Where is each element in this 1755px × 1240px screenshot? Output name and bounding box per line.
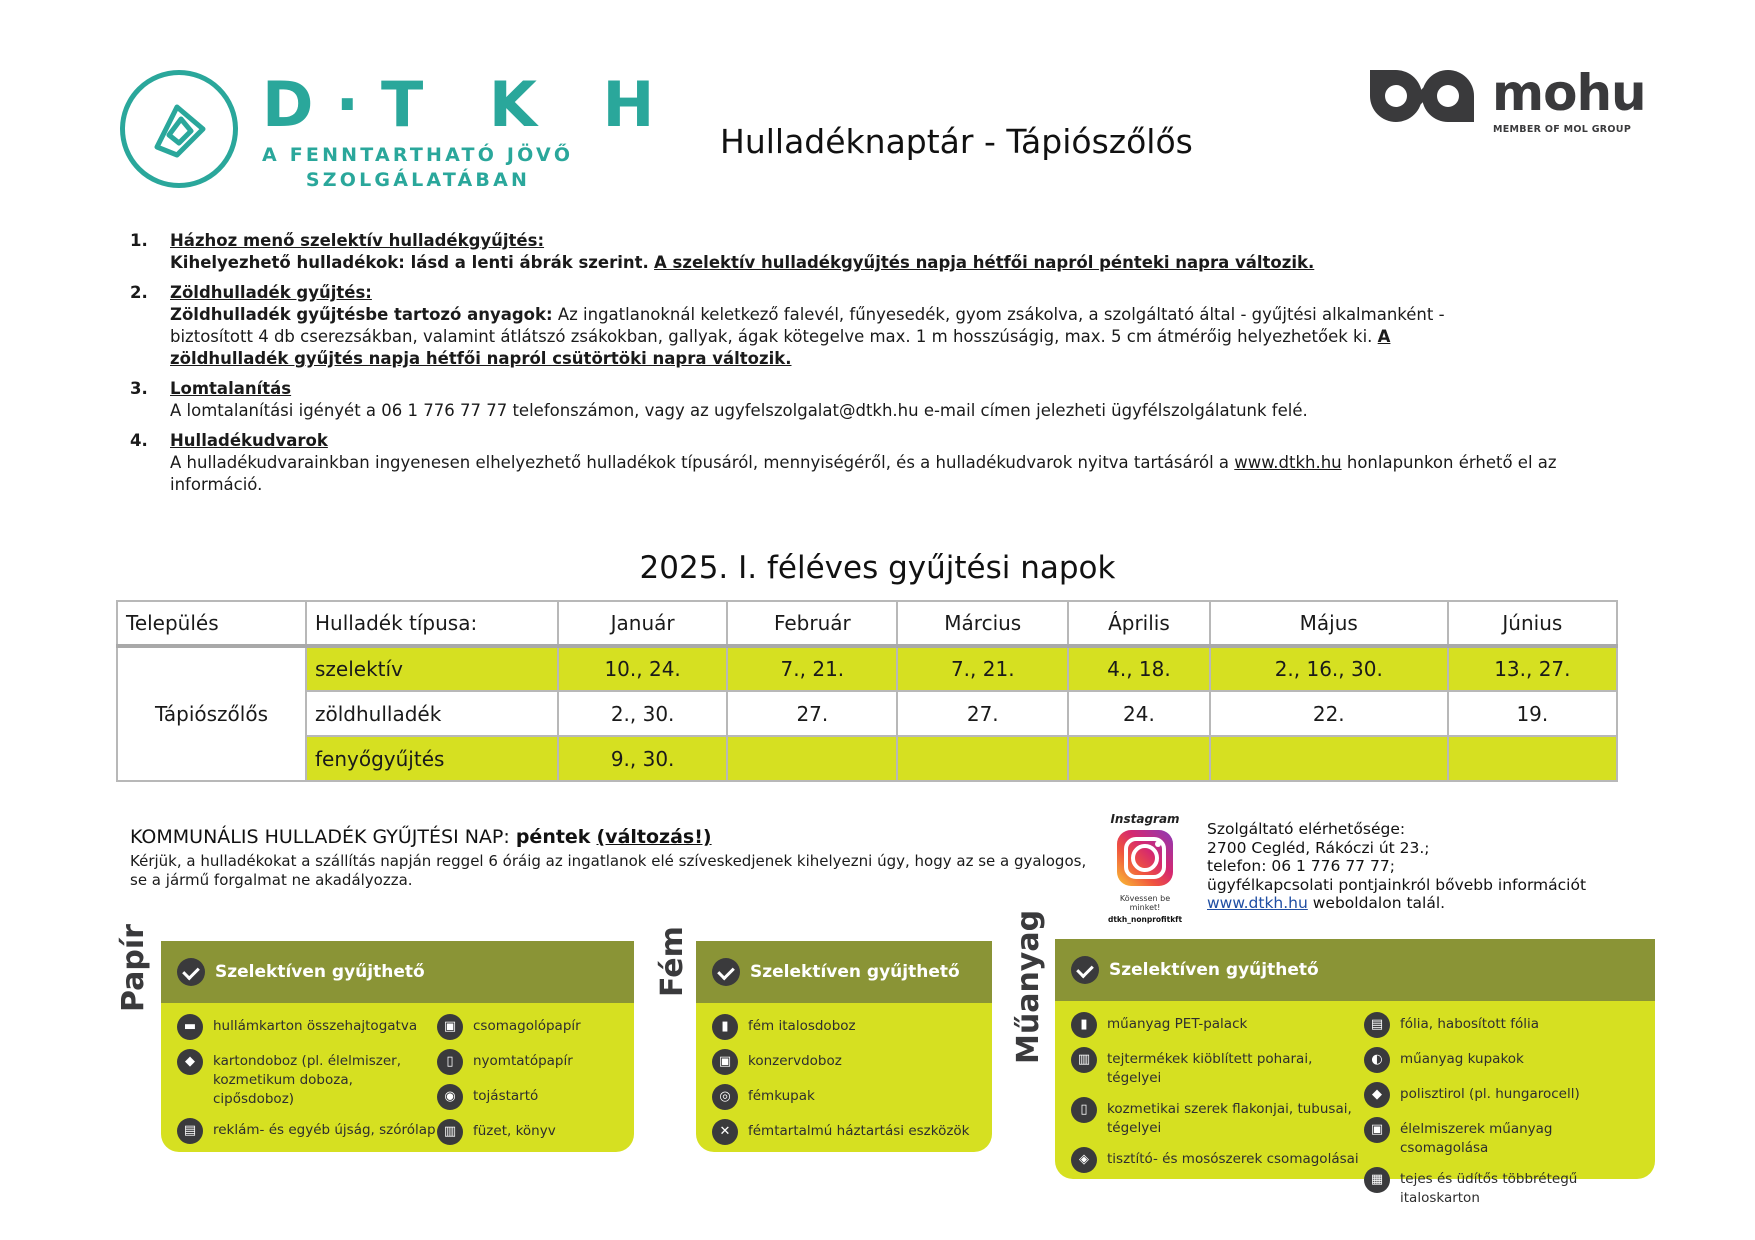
bottle-cap-icon: ◎ — [712, 1084, 738, 1110]
item-change-notice: A zöldhulladék gyűjtés napja hétfői napról csütörtöki napra változik. — [170, 327, 1391, 368]
list-item: ◈ tisztító- és mosószerek csomagolásai — [1071, 1150, 1364, 1173]
mohu-wordmark: mohu — [1492, 64, 1646, 122]
date-cell: 2., 30. — [558, 691, 727, 736]
printer-paper-icon: ▯ — [437, 1049, 463, 1075]
list-item: ◎ fémkupak — [712, 1087, 976, 1110]
date-cell — [1210, 736, 1448, 781]
book-icon: ▥ — [437, 1119, 463, 1145]
card-header — [161, 941, 634, 1003]
date-cell: 10., 24. — [558, 646, 727, 691]
card-header-label: Szelektíven gyűjthető — [750, 962, 960, 982]
item-change-notice: A szelektív hulladékgyűjtés napja hétfői napról pénteki napra változik. — [654, 253, 1315, 272]
contact-line: telefon: 06 1 776 77 77; — [1207, 857, 1395, 875]
polystyrene-icon: ◆ — [1364, 1082, 1390, 1108]
waste-type-cell: szelektív — [306, 646, 558, 691]
papir-side-label: Papír — [116, 924, 151, 1012]
wrapping-paper-icon: ▣ — [437, 1014, 463, 1040]
column-header: Március — [897, 601, 1068, 646]
pet-bottle-icon: ▮ — [1071, 1012, 1097, 1038]
tools-icon: ✕ — [712, 1119, 738, 1145]
date-cell: 27. — [897, 691, 1068, 736]
column-header: Április — [1068, 601, 1210, 646]
item-text: A lomtalanítási igényét a 06 1 776 77 77 telefonszámon, vagy az ugyfelszolgalat@dtkh.hu e-mail címen jelezheti ügyfélszolgálatunk felé. — [170, 401, 1308, 420]
date-cell — [727, 736, 897, 781]
column-header: Február — [727, 601, 897, 646]
muanyag-side-label: Műanyag — [1011, 909, 1046, 1064]
muanyag-card — [1055, 939, 1655, 1206]
contact-line: Szolgáltató elérhetősége: — [1207, 820, 1406, 838]
list-item: ◆ polisztirol (pl. hungarocell) — [1364, 1085, 1639, 1108]
list-item: ▮ műanyag PET-palack — [1071, 1015, 1364, 1038]
card-header — [1055, 939, 1655, 1001]
date-cell: 9., 30. — [558, 736, 727, 781]
info-item-green-waste — [130, 282, 1650, 370]
egg-carton-icon: ◉ — [437, 1084, 463, 1110]
waste-type-cell: zöldhulladék — [306, 691, 558, 736]
dtkh-tagline-2: SZOLGÁLATÁBAN — [305, 169, 531, 191]
schedule-table — [116, 600, 1618, 782]
communal-title — [130, 826, 1090, 848]
item-heading: Lomtalanítás — [170, 379, 292, 398]
mohu-subtitle: MEMBER OF MOL GROUP — [1493, 124, 1632, 135]
item-number: 4. — [130, 431, 148, 450]
contact-line: ügyfélkapcsolati pontjainkról bővebb információt — [1207, 875, 1587, 894]
plastic-cap-icon: ◐ — [1364, 1047, 1390, 1073]
list-item: ▤ fólia, habosított fólia — [1364, 1015, 1639, 1038]
beverage-carton-icon: ▦ — [1364, 1167, 1390, 1193]
detergent-icon: ◈ — [1071, 1147, 1097, 1173]
date-cell: 7., 21. — [727, 646, 897, 691]
list-item: ◐ műanyag kupakok — [1364, 1050, 1639, 1073]
item-number: 2. — [130, 283, 148, 302]
website-link[interactable]: www.dtkh.hu — [1234, 453, 1342, 472]
contact-block — [1207, 820, 1586, 913]
communal-text: Kérjük, a hulladékokat a szállítás napján reggel 6 óráig az ingatlanok elé szíveskedjenek kihelyezni úgy, hogy az se a gyalogos, se a jármű forgalmat ne akadályozza. — [130, 852, 1087, 889]
date-cell: 27. — [727, 691, 897, 736]
date-cell: 7., 21. — [897, 646, 1068, 691]
communal-title-prefix: KOMMUNÁLIS HULLADÉK GYŰJTÉSI NAP: — [130, 826, 516, 848]
list-item: ◉ tojástartó — [437, 1087, 618, 1110]
waste-type-cell: fenyőgyűjtés — [306, 736, 558, 781]
checkmark-icon — [712, 958, 740, 986]
date-cell: 4., 18. — [1068, 646, 1210, 691]
list-item: ▯ nyomtatópapír — [437, 1052, 618, 1075]
table-header-row — [117, 601, 1617, 646]
can-icon: ▮ — [712, 1014, 738, 1040]
info-item-bulky-waste — [130, 378, 1650, 422]
item-heading: Házhoz menő szelektív hulladékgyűjtés: — [170, 231, 545, 250]
settlement-cell: Tápiószőlős — [117, 646, 306, 781]
info-item-waste-yards — [130, 430, 1650, 496]
list-item: ◆ kartondoboz (pl. élelmiszer, kozmetikum doboza, cipősdoboz) — [177, 1052, 437, 1109]
info-item-selective — [130, 230, 1650, 274]
dtkh-tagline: A FENNTARTHATÓ JÖVŐ — [262, 144, 574, 166]
list-item: ▥ füzet, könyv — [437, 1122, 618, 1145]
table-row — [117, 646, 1617, 691]
info-list — [130, 230, 1650, 504]
fem-card — [696, 941, 992, 1152]
list-item: ▤ reklám- és egyéb újság, szórólap — [177, 1121, 437, 1144]
column-header: Település — [117, 601, 306, 646]
contact-line: weboldalon talál. — [1307, 894, 1446, 912]
instagram-badge[interactable] — [1105, 812, 1185, 924]
instagram-handle: dtkh_nonprofitkft — [1107, 915, 1183, 924]
checkmark-icon — [177, 958, 205, 986]
dtkh-emblem-icon — [120, 70, 238, 188]
yogurt-cup-icon: ▥ — [1071, 1047, 1097, 1073]
date-cell: 2., 16., 30. — [1210, 646, 1448, 691]
column-header: Hulladék típusa: — [306, 601, 558, 646]
date-cell: 19. — [1448, 691, 1617, 736]
list-item: ▣ élelmiszerek műanyag csomagolása — [1364, 1120, 1639, 1158]
item-text: A hulladékudvarainkban ingyenesen elhelyezhető hulladékok típusáról, mennyiségéről, és a hulladékudvarok nyitva tartásáról a — [170, 453, 1235, 472]
item-text: Az ingatlanoknál keletkező falevél, fűnyesedék, gyom zsákolva, a szolgáltató által - gyűjtési alkalmanként - biztosított 4 db cserezsákban, valamint átlátszó zsákokban, gallyak, ágak kötegelve max. 1 m hosszúságig, max. 5 cm átmérőig helyezhetőek ki. — [170, 305, 1445, 346]
instagram-follow: Kövessen be minket! — [1119, 894, 1171, 912]
foil-icon: ▤ — [1364, 1012, 1390, 1038]
fem-side-label: Fém — [655, 926, 690, 997]
tin-can-icon: ▣ — [712, 1049, 738, 1075]
date-cell — [1448, 736, 1617, 781]
mohu-emblem-icon — [1362, 62, 1482, 132]
box-icon: ◆ — [177, 1049, 203, 1075]
page-title: Hulladéknaptár - Tápiószőlős — [720, 122, 1193, 161]
column-header: Január — [558, 601, 727, 646]
list-item: ▣ csomagolópapír — [437, 1017, 618, 1040]
date-cell — [897, 736, 1068, 781]
contact-website-link[interactable]: www.dtkh.hu — [1207, 894, 1308, 912]
newspaper-icon: ▤ — [177, 1118, 203, 1144]
table-row — [117, 736, 1617, 781]
date-cell — [1068, 736, 1210, 781]
list-item: ▯ kozmetikai szerek flakonjai, tubusai, tégelyei — [1071, 1100, 1364, 1138]
item-heading: Zöldhulladék gyűjtés: — [170, 283, 372, 302]
item-text-end: honlapunkon érhető el az információ. — [170, 453, 1557, 494]
list-item: ▣ konzervdoboz — [712, 1052, 976, 1075]
list-item: ▬ hullámkarton összehajtogatva — [177, 1017, 437, 1040]
card-header-label: Szelektíven gyűjthető — [215, 962, 425, 982]
mohu-logo — [1362, 62, 1662, 142]
communal-section — [130, 826, 1090, 890]
communal-change: (változás!) — [596, 826, 712, 848]
date-cell: 22. — [1210, 691, 1448, 736]
papir-card — [161, 941, 634, 1152]
table-row — [117, 691, 1617, 736]
item-heading: Hulladékudvarok — [170, 431, 328, 450]
cardboard-icon: ▬ — [177, 1014, 203, 1040]
instagram-icon — [1117, 830, 1173, 886]
card-header-label: Szelektíven gyűjthető — [1109, 960, 1319, 980]
cosmetic-bottle-icon: ▯ — [1071, 1097, 1097, 1123]
list-item: ▦ tejes és üdítős többrétegű italoskarton — [1364, 1170, 1639, 1208]
card-header — [696, 941, 992, 1003]
dtkh-wordmark: D·T K H — [262, 68, 677, 141]
contact-line: 2700 Cegléd, Rákóczi út 23.; — [1207, 838, 1430, 857]
item-lead: Zöldhulladék gyűjtésbe tartozó anyagok: — [170, 305, 553, 324]
item-lead: Kihelyezhető hulladékok: lásd a lenti ábrák szerint. — [170, 253, 649, 272]
list-item: ✕ fémtartalmú háztartási eszközök — [712, 1122, 976, 1145]
list-item: ▮ fém italosdoboz — [712, 1017, 976, 1040]
date-cell: 24. — [1068, 691, 1210, 736]
communal-day: péntek — [515, 826, 591, 848]
column-header: Május — [1210, 601, 1448, 646]
item-number: 3. — [130, 379, 148, 398]
date-cell: 13., 27. — [1448, 646, 1617, 691]
dtkh-logo — [120, 68, 677, 198]
food-package-icon: ▣ — [1364, 1117, 1390, 1143]
item-number: 1. — [130, 231, 148, 250]
schedule-title: 2025. I. féléves gyűjtési napok — [639, 550, 1116, 586]
list-item: ▥ tejtermékek kiöblített poharai, tégelyei — [1071, 1050, 1364, 1088]
instagram-label: Instagram — [1110, 812, 1180, 826]
column-header: Június — [1448, 601, 1617, 646]
checkmark-icon — [1071, 956, 1099, 984]
